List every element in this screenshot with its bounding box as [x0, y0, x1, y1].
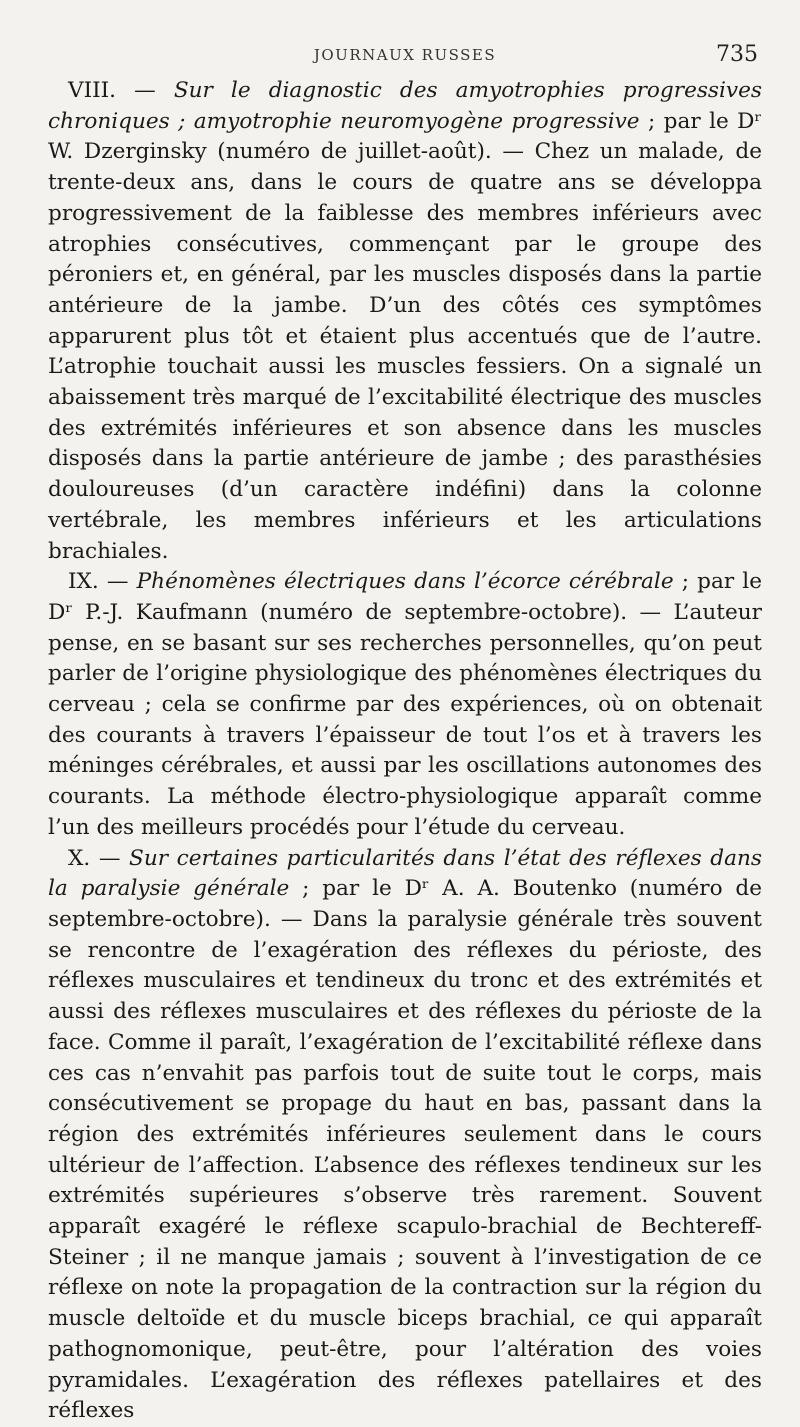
- article-numeral: IX.: [68, 569, 99, 595]
- running-head: [48, 38, 762, 76]
- article-dash: —: [90, 845, 130, 871]
- article-dash: —: [98, 569, 137, 595]
- article-viii: [48, 76, 762, 567]
- article-dash: —: [116, 78, 174, 103]
- article-byline: ; par le Dʳ W. Dzerginsky (numéro de juillet-août). —: [48, 108, 762, 165]
- article-body: Dans la paralysie générale très souvent se rencontre de l’exagération des réflexes du périoste, des réflexes musculaires et tendineux du tronc et des extrémités et aussi des réflexes musculaires et des réflexes du périoste de la face. Comme il paraît, l’exagération de l’excitabilité réflexe dans ces cas n’envahit pas parfois tout de suite tout le corps, mais consécutivement se propage du haut en bas, passant dans la région des extrémités inférieures seulement dans le cours ultérieur de l’affection. L’absence des réflexes tendineux sur les extrémités supérieures s’observe très rarement. Souvent apparaît exagéré le réflexe scapulo-brachial de Bechtereff-Steiner ; il ne manque jamais ; souvent à l’investigation de ce réflexe on note la propagation de la contraction sur la région du muscle deltoïde et du muscle biceps brachial, ce qui apparaît pathognomonique, peut-être, pour l’altération des voies pyramidales. L’exagération des réflexes patellaires et des réflexes: [48, 906, 762, 1424]
- page-number: 735: [716, 42, 758, 67]
- article-title: Sur certaines particularités dans l’état des réflexes dans la paralysie générale: [48, 845, 762, 902]
- article-numeral: VIII.: [68, 78, 117, 103]
- article-x: [48, 844, 762, 1427]
- article-title: Phénomènes électriques dans l’écorce cérébrale: [136, 569, 674, 595]
- article-byline: ; par le Dʳ P.-J. Kaufmann (numéro de septembre-octobre). —: [48, 569, 762, 625]
- article-title: Sur le diagnostic des amyotrophies progressives chroniques ; amyotrophie neuromyogène progressive: [48, 78, 762, 134]
- article-byline: ; par le Dʳ A. A. Boutenko (numéro de septembre-octobre). —: [48, 876, 762, 932]
- article-body: L’auteur pense, en se basant sur ses recherches personnelles, qu’on peut parler de l’origine physiologique des phénomènes électriques du cerveau ; cela se confirme par des expériences, où on obtenait des courants à travers l’épaisseur de tout l’os et à travers les méninges cérébrales, et aussi par les oscillations autonomes des courants. La méthode électro-physiologique apparaît comme l’un des meilleurs procédés pour l’étude du cerveau.: [48, 599, 762, 840]
- running-title: JOURNAUX RUSSES: [313, 46, 497, 64]
- article-numeral: X.: [68, 845, 91, 871]
- article-body: Chez un malade, de trente-deux ans, dans le cours de quatre ans se développa progressivement de la faiblesse des membres inférieurs avec atrophies consécutives, commençant par le groupe des péroniers et, en général, par les muscles disposés dans la partie antérieure de la jambe. D’un des côtés ces symptômes apparurent plus tôt et étaient plus accentués que de l’autre. L’atrophie touchait aussi les muscles fessiers. On a signalé un abaissement très marqué de l’excitabilité électrique des muscles des extrémités inférieures et son absence dans les muscles disposés dans la partie antérieure de jambe ; des parasthésies douloureuses (d’un caractère indéfini) dans la colonne vertébrale, les membres inférieurs et les articulations brachiales.: [48, 139, 762, 564]
- article-ix: [48, 567, 762, 843]
- article-list: [48, 76, 762, 1427]
